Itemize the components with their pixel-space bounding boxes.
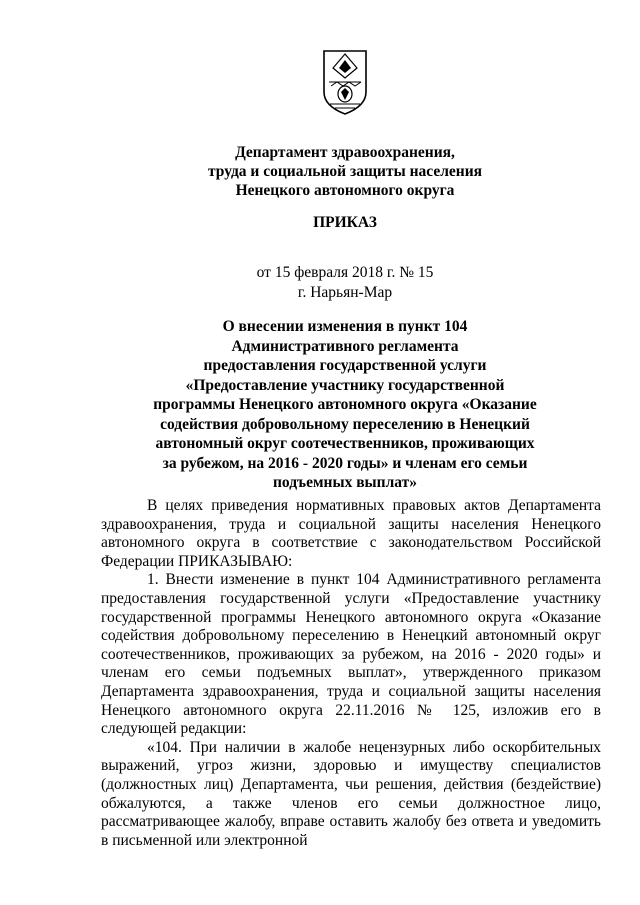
order-subject bbox=[0, 317, 640, 493]
order-city: г. Нарьян-Мар bbox=[297, 283, 393, 301]
header-line: труда и социальной защиты населения bbox=[207, 163, 483, 180]
subject-line: О внесении изменения в пункт 104 bbox=[222, 318, 468, 335]
department-header bbox=[0, 143, 640, 200]
body-paragraph-item-104: «104. При наличии в жалобе нецензурных либо оскорбительных выражений, угроз жизни, здоровью и имуществу специалистов (должностных лиц) Департамента, чьи решения, действия (бездействие) обжалуются, а также членов его семьи должностное лицо, рассматривающее жалобу, вправе оставить жалобу без ответа и уведомить в письменной или электронной bbox=[101, 738, 601, 849]
header-line: Департамент здравоохранения, bbox=[235, 144, 455, 161]
subject-line: за рубежом, на 2016 - 2020 годы» и членам его семьи bbox=[162, 454, 528, 472]
body-paragraph-item-1: 1. Внести изменение в пункт 104 Административного регламента предоставления государственной услуги «Предоставление участнику государственной программы Ненецкого автономного округа «Оказание содействия добровольному переселению в Ненецкий автономный округ соотечественников, проживающих за рубежом, на 2016 - 2020 годы» и членам его семьи подъемных выплат», утвержденного приказом Департамента здравоохранения, труда и социальной защиты населения Ненецкого автономного округа 22.11.2016 № 125, изложив его в следующей редакции: bbox=[101, 571, 601, 738]
subject-line: автономный округ соотечественников, проживающих bbox=[155, 435, 535, 452]
order-title: ПРИКАЗ bbox=[313, 214, 377, 231]
subject-line: содействия добровольному переселению в Ненецкий bbox=[160, 415, 530, 433]
subject-line: подъемных выплат» bbox=[272, 474, 418, 491]
subject-line: программы Ненецкого автономного округа «Оказание bbox=[153, 396, 537, 413]
order-body bbox=[101, 497, 601, 850]
body-paragraph-preamble: В целях приведения нормативных правовых актов Департамента здравоохранения, труда и социальной защиты населения Ненецкого автономного округа в соответствие с законодательством Российской Федерации ПРИКАЗЫВАЮ: bbox=[101, 497, 601, 570]
subject-line: предоставления государственной услуги bbox=[203, 357, 487, 374]
subject-line: Административного регламента bbox=[231, 337, 459, 355]
subject-line: «Предоставление участнику государственной bbox=[185, 376, 505, 394]
order-meta bbox=[0, 263, 640, 302]
order-date-number: от 15 февраля 2018 г. № 15 bbox=[256, 264, 434, 281]
coat-of-arms-emblem bbox=[321, 48, 369, 116]
header-line: Ненецкого автономного округа bbox=[235, 182, 455, 199]
